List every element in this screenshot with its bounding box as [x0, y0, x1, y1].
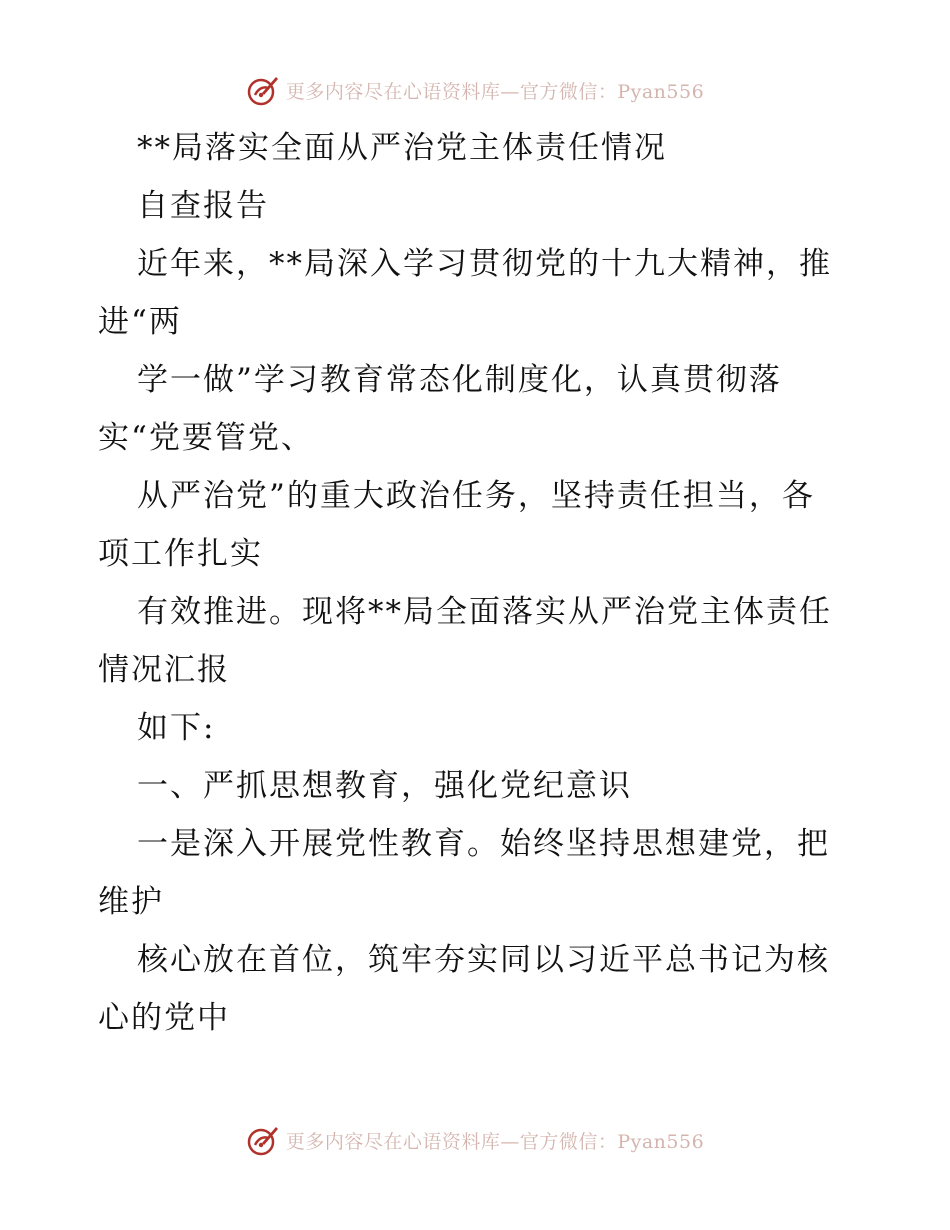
doc-text-line: 从严治党”的重大政治任务，坚持责任担当，各: [137, 478, 815, 514]
header-watermark: [0, 70, 950, 110]
doc-text-line: 如下:: [137, 710, 216, 746]
watermark-text: 更多内容尽在心语资料库—官方微信：Pyan556: [285, 1130, 705, 1153]
doc-text-line: 有效推进。现将**局全面落实从严治党主体责任: [137, 594, 832, 630]
doc-title-line-1: **局落实全面从严治党主体责任情况: [137, 130, 667, 166]
doc-text-line: 情况汇报: [98, 652, 230, 688]
doc-text-line: 实“党要管党、: [98, 420, 314, 456]
doc-text-line: 核心放在首位，筑牢夯实同以习近平总书记为核: [137, 942, 830, 978]
pen-logo-icon: [246, 1123, 280, 1157]
watermark-text: 更多内容尽在心语资料库—官方微信：Pyan556: [285, 80, 705, 103]
doc-text-line: 维护: [98, 884, 164, 920]
section-heading: 一、严抓思想教育，强化党纪意识: [137, 768, 632, 804]
doc-text-line: 心的党中: [98, 1000, 230, 1036]
pen-logo-icon: [246, 73, 280, 107]
doc-title-line-2: 自查报告: [137, 188, 269, 224]
footer-watermark: [0, 1120, 950, 1160]
doc-text-line: 学一做”学习教育常态化制度化，认真贯彻落: [137, 362, 782, 398]
doc-text-line: 一是深入开展党性教育。始终坚持思想建党，把: [137, 826, 830, 862]
doc-text-line: 近年来，**局深入学习贯彻党的十九大精神，推: [137, 246, 832, 282]
doc-text-line: 项工作扎实: [98, 536, 263, 572]
doc-text-line: 进“两: [98, 304, 182, 340]
